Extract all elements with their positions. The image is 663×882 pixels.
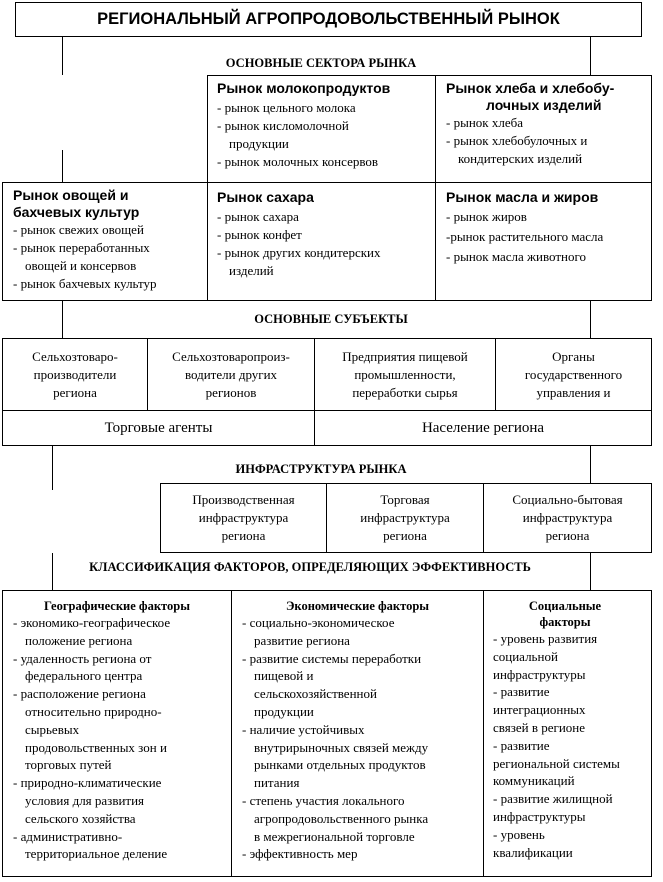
subject-text: водители других [184,366,278,382]
factor-econ-item: сельскохозяйственной [254,686,377,702]
sector-milk-item: - рынок кисломолочной [217,118,349,133]
subject-population [314,410,652,446]
factor-social-item: - уровень [493,826,545,842]
connector-left-veg [62,150,63,182]
factor-geo-item: - расположение региона [13,686,146,702]
factor-social-item: инфраструктуры [493,666,586,682]
factor-geo-item: продовольственных зон и [25,739,167,755]
subject-text: производители [33,366,117,382]
infra-text: региона [383,528,427,543]
factor-geo-item: сырьевых [25,721,80,737]
factor-geo-item: условия для развития [25,792,145,808]
subject-text: переработки сырья [352,384,458,400]
infra-trade [326,483,484,553]
sector-veg-item: овощей и консервов [25,258,137,273]
main-title-box [15,2,642,37]
factors-heading: КЛАССИФИКАЦИЯ ФАКТОРОВ, ОПРЕДЕЛЯЮЩИХ ЭФФЕКТИВНОСТЬ [89,560,531,574]
subject-other-producers [147,338,315,411]
factor-geo-item: - административно- [13,828,123,844]
sector-veg-item: - рынок бахчевых культур [13,276,157,291]
factor-geo-item: относительно природно- [25,703,162,719]
factor-econ-item: внутрирыночных связей между [254,739,429,755]
sector-sugar-item: - рынок других кондитерских [217,245,381,260]
factor-social-item: - развитие [493,684,550,700]
factor-econ-title: Экономические факторы [285,599,430,613]
infra-text: региона [221,528,266,543]
factor-geo-item: - природно-климатические [13,775,162,791]
subject-text: Предприятия пищевой [342,348,468,364]
factor-social-box [483,590,652,877]
factor-geo-item: - удаленность региона от [13,650,152,666]
connector-left-top [62,37,63,75]
factor-econ-item: питания [254,775,300,791]
infrastructure-heading: ИНФРАСТРУКТУРА РЫНКА [235,462,407,476]
factor-social-item: квалификации [493,844,573,860]
factor-econ-item: развитие региона [254,632,350,648]
factor-geo-title: Географические факторы [44,599,190,613]
sector-milk-item: - рынок молочных консервов [217,154,379,169]
sector-bread-item: - рынок хлебобулочных и [446,133,588,148]
factor-geo-item: территориальное деление [25,846,168,862]
factor-social-item: связей в регионе [493,719,586,735]
connector-left-factors [52,553,53,591]
sector-oil-item: - рынок жиров [446,209,527,224]
connector-left-subjects [62,301,63,338]
factor-social-item: - развитие жилищной [493,791,613,807]
factor-geo-item: торговых путей [25,757,112,773]
sectors-heading: ОСНОВНЫЕ СЕКТОРА РЫНКА [225,56,417,70]
sector-sugar-item: изделий [229,263,274,278]
factor-econ-item: пищевой и [254,668,314,684]
subject-text: государственного [524,366,623,382]
factor-social-title: факторы [539,615,591,629]
factor-social-title: Социальные [528,599,602,613]
main-title: РЕГИОНАЛЬНЫЙ АГРОПРОДОВОЛЬСТВЕННЫЙ РЫНОК [97,10,560,28]
factor-social-item: - уровень развития [493,631,598,646]
sector-milk-box [207,75,436,183]
sector-veg-item: - рынок переработанных [13,240,150,255]
subject-food-industry [314,338,496,411]
sector-oil-item: - рынок масла животного [446,249,586,264]
sector-veg-title: бахчевых культур [13,204,140,220]
factor-econ-box [231,590,484,877]
sector-oil-item: -рынок растительного масла [446,229,604,244]
factor-social-item: интеграционных [493,702,586,718]
sector-oil-box [435,182,652,301]
factor-econ-item: - эффективность мер [242,846,358,862]
factor-geo-box [2,590,232,877]
connector-right-top [590,37,591,75]
subject-population-label: Население региона [421,419,545,436]
sector-milk-item: продукции [229,136,289,151]
factor-econ-item: агропродовольственного рынка [254,810,429,826]
sector-veg-title: Рынок овощей и [13,187,129,203]
subjects-heading: ОСНОВНЫЕ СУБЪЕКТЫ [254,312,408,326]
sector-bread-box [435,75,652,183]
subject-government [495,338,652,411]
infra-text: Производственная [192,492,295,507]
subject-text: региона [53,384,97,400]
subject-text: Органы [552,348,595,364]
infra-text: инфраструктура [198,510,289,525]
infra-social [483,483,652,553]
infra-text: Торговая [380,492,430,507]
sector-sugar-item: - рынок сахара [217,209,299,224]
factor-social-item: инфраструктуры [493,808,586,824]
factor-social-item: социальной [493,648,558,664]
sector-veg-item: - рынок свежих овощей [13,222,144,237]
connector-left-infra [52,446,53,490]
subject-trade-agents-label: Торговые агенты [104,419,213,436]
sector-oil-title: Рынок масла и жиров [446,189,599,205]
sector-sugar-title: Рынок сахара [217,189,314,205]
sector-bread-item: кондитерских изделий [458,151,583,166]
factor-econ-item: в межрегиональной торговле [254,828,415,844]
factor-geo-item: положение региона [25,632,133,648]
infra-text: инфраструктура [522,510,613,525]
subject-text: Сельхозтоваропроиз- [172,348,290,364]
factor-econ-item: - социально-экономическое [242,615,395,630]
infra-text: региона [545,528,590,543]
subject-local-producers [2,338,148,411]
factor-geo-item: - экономико-географическое [13,615,171,630]
subject-text: регионов [205,384,257,400]
sector-bread-title: лочных изделий [486,97,602,113]
infra-text: Социально-бытовая [512,492,623,507]
factor-social-item: коммуникаций [493,773,575,789]
subject-trade-agents [2,410,315,446]
sector-sugar-item: - рынок конфет [217,227,302,242]
sector-milk-item: - рынок цельного молока [217,100,356,115]
sector-veg-box [2,182,208,301]
factor-social-item: - развитие [493,737,550,753]
factor-geo-item: федерального центра [25,668,143,684]
factor-econ-item: - наличие устойчивых [242,721,365,737]
sector-bread-item: - рынок хлеба [446,115,523,130]
infra-text: инфраструктура [360,510,450,525]
factor-econ-item: продукции [254,703,314,719]
connector-right-infra [590,446,591,484]
sector-milk-title: Рынок молокопродуктов [217,80,391,96]
factor-social-item: региональной системы [493,755,620,771]
factor-econ-item: - степень участия локального [242,792,405,808]
subject-text: промышленности, [354,366,456,382]
subject-text: Сельхозтоваро- [32,348,118,364]
factor-geo-item: сельского хозяйства [25,810,136,826]
sector-sugar-box [207,182,436,301]
factor-econ-item: - развитие системы переработки [242,650,422,666]
sector-bread-title: Рынок хлеба и хлебобу- [446,80,615,96]
connector-right-factors [590,553,591,591]
connector-right-subjects [590,301,591,338]
infra-production [160,483,327,553]
subject-text: управления и [536,384,611,400]
factor-econ-item: рынками отдельных продуктов [254,757,426,773]
